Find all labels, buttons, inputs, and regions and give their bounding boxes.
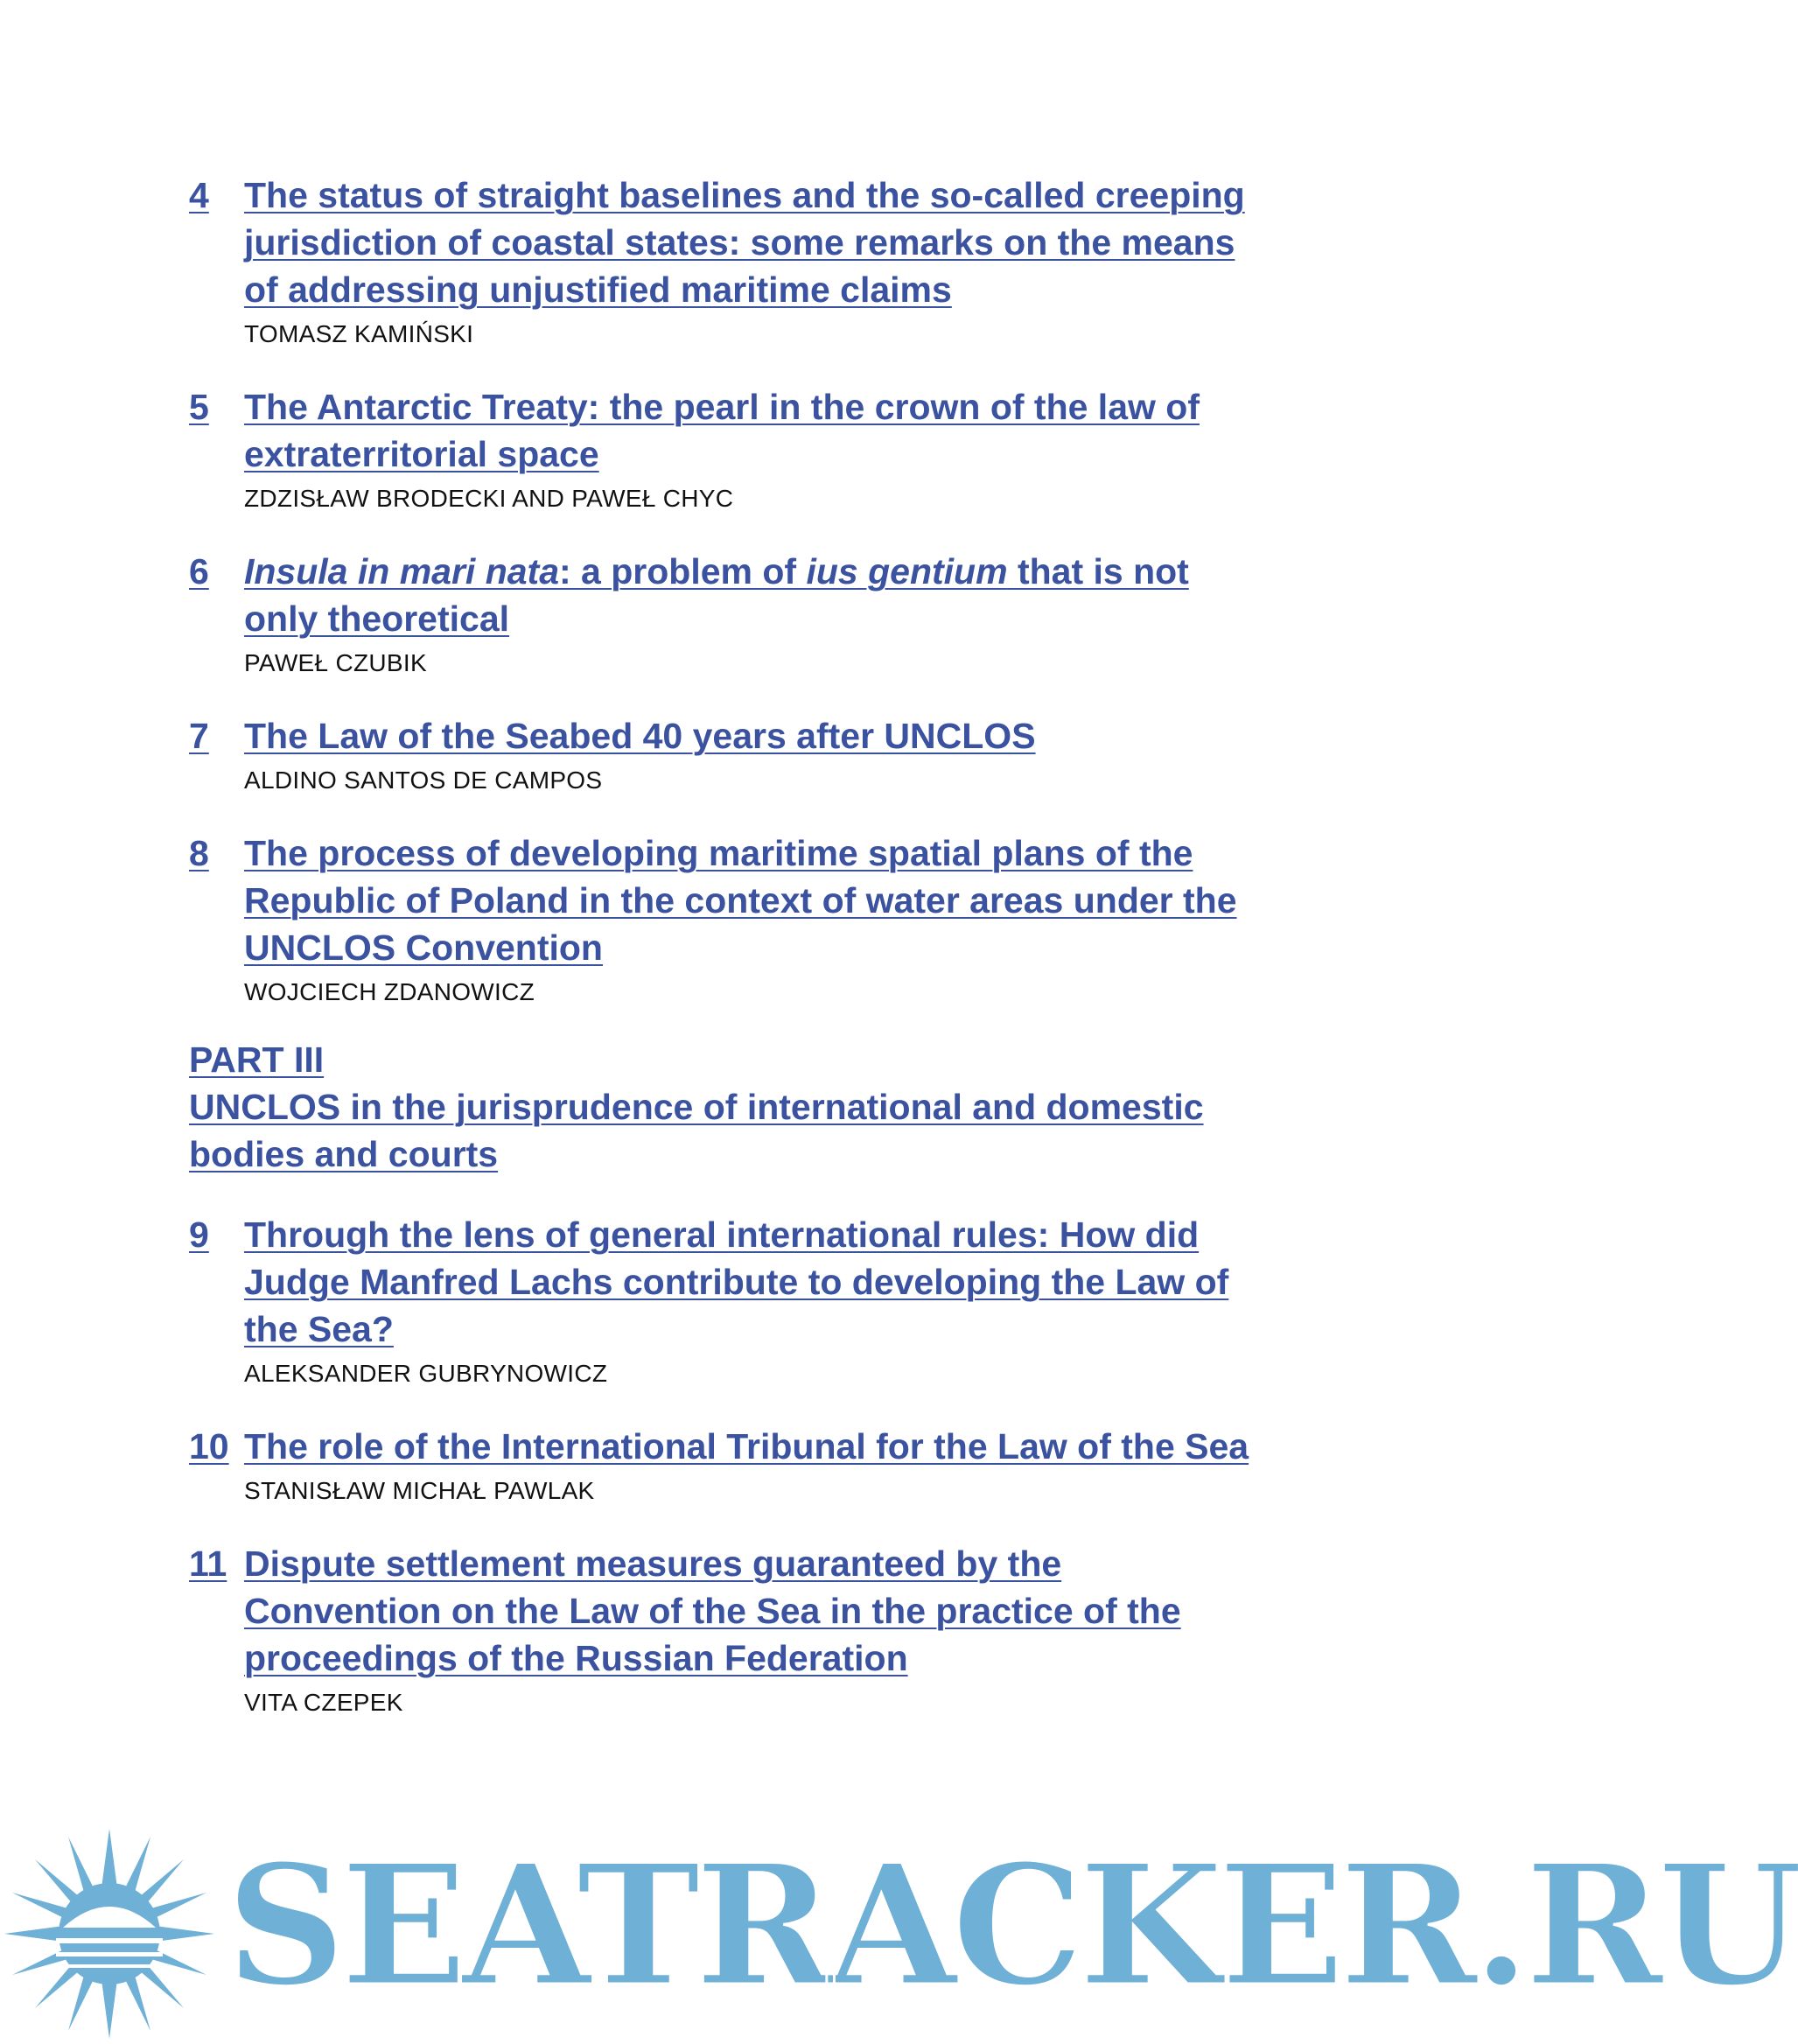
chapter-author: ZDZISŁAW BRODECKI AND PAWEŁ CHYC [244, 485, 734, 512]
watermark [0, 1824, 1798, 2034]
part-title-line: bodies and courts [189, 1134, 499, 1174]
chapter-number[interactable]: 5 [189, 387, 209, 427]
chapter-title-link[interactable] [244, 1211, 1291, 1353]
title-line: The Antarctic Treaty: the pearl in the crown of the law of [244, 387, 1200, 427]
part-title-link[interactable] [189, 1083, 1291, 1178]
sun-logo-icon [0, 1824, 219, 2043]
toc-entry-4 [189, 172, 1291, 352]
title-line: UNCLOS Convention [244, 928, 603, 968]
chapter-title-link[interactable] [244, 548, 1291, 642]
title-italic: ius gentium [806, 551, 1008, 592]
table-of-contents [189, 172, 1291, 1720]
chapter-title-link[interactable] [244, 1540, 1291, 1682]
title-text: : a problem of [559, 551, 807, 592]
title-line: The Law of the Seabed 40 years after UNCLOS [244, 716, 1036, 756]
title-line: The status of straight baselines and the so-called creeping [244, 175, 1245, 215]
chapter-author: ALEKSANDER GUBRYNOWICZ [244, 1360, 608, 1387]
chapter-author: PAWEŁ CZUBIK [244, 649, 427, 676]
chapter-title-link[interactable] [244, 830, 1291, 971]
title-line: extraterritorial space [244, 434, 599, 474]
chapter-number[interactable]: 4 [189, 175, 209, 215]
title-line: The process of developing maritime spatial plans of the [244, 833, 1193, 873]
toc-entry-11 [189, 1540, 1291, 1720]
chapter-author: VITA CZEPEK [244, 1689, 403, 1716]
title-italic: Insula in mari nata [244, 551, 559, 592]
chapter-author: ALDINO SANTOS DE CAMPOS [244, 766, 603, 794]
title-line: Through the lens of general international rules: How did [244, 1214, 1200, 1255]
chapter-author: TOMASZ KAMIŃSKI [244, 320, 474, 347]
chapter-author: STANISŁAW MICHAŁ PAWLAK [244, 1477, 595, 1504]
chapter-title-link[interactable] [244, 172, 1291, 313]
toc-entry-10 [189, 1423, 1291, 1508]
toc-entry-8 [189, 830, 1291, 1010]
title-line: only theoretical [244, 598, 510, 639]
title-line: Republic of Poland in the context of water areas under the [244, 880, 1237, 920]
part-title-line: UNCLOS in the jurisprudence of international and domestic [189, 1087, 1204, 1127]
chapter-number[interactable]: 7 [189, 716, 209, 756]
chapter-title-link[interactable] [244, 712, 1291, 760]
watermark-text: SEATRACKER.RU [226, 1828, 1798, 2023]
title-line: The role of the International Tribunal for the Law of the Sea [244, 1426, 1249, 1466]
chapter-number[interactable]: 8 [189, 833, 209, 873]
title-line: Convention on the Law of the Sea in the practice of the [244, 1591, 1181, 1631]
chapter-number[interactable]: 10 [189, 1426, 229, 1466]
title-line: the Sea? [244, 1309, 394, 1349]
chapter-number[interactable]: 9 [189, 1214, 209, 1255]
part-heading [189, 1036, 1291, 1178]
chapter-number[interactable]: 6 [189, 551, 209, 592]
title-text: that is not [1007, 551, 1189, 592]
chapter-title-link[interactable] [244, 383, 1291, 478]
chapter-title-link[interactable] [244, 1423, 1291, 1470]
toc-entry-5 [189, 383, 1291, 516]
toc-entry-7 [189, 712, 1291, 798]
toc-entry-6 [189, 548, 1291, 681]
title-line: jurisdiction of coastal states: some remarks on the means [244, 222, 1235, 262]
chapter-author: WOJCIECH ZDANOWICZ [244, 978, 535, 1005]
title-line: Dispute settlement measures guaranteed by the [244, 1544, 1062, 1584]
title-line: Judge Manfred Lachs contribute to developing the Law of [244, 1262, 1229, 1302]
part-label-link[interactable]: PART III [189, 1040, 325, 1080]
title-line: of addressing unjustified maritime claims [244, 270, 952, 310]
toc-entry-9 [189, 1211, 1291, 1391]
title-line: proceedings of the Russian Federation [244, 1638, 908, 1678]
chapter-number[interactable]: 11 [189, 1544, 227, 1584]
